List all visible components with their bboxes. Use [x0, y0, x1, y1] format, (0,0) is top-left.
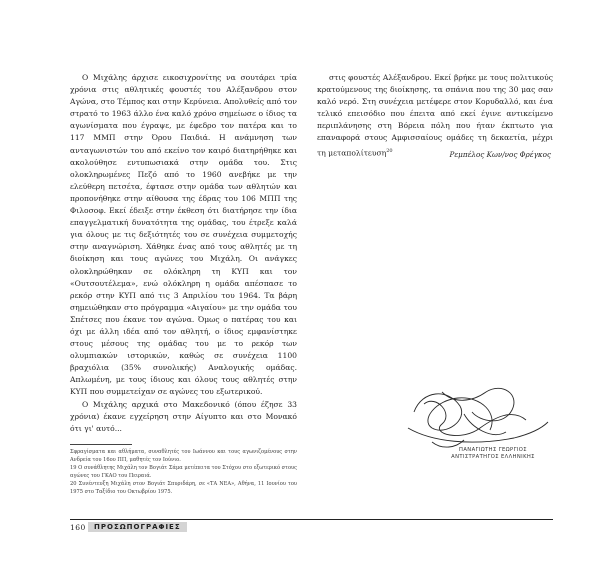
paragraph	[317, 72, 553, 159]
footnote: Σφραγίσματα και αθλήματα, συναθλητές του Ιωάννου και τους αγωνιζομένους στην Ανδρεία του 16ου ΠΠ, μαθητές τον Ιούνιο.	[70, 449, 297, 463]
handwritten-signature-stamp	[402, 384, 552, 490]
stamp-name: ΠΑΝΑΓΙΩΤΗΣ ΓΕΩΡΓΙΟΣ	[459, 447, 527, 453]
footnote-ref: 20	[386, 147, 393, 154]
footnote: 20 Συνέντευξη Μιχάλη στον Βογιάτ Σπυριδάρη, σε «ΤΑ ΝΕΑ», Αθήνα, 11 Ιουνίου του 1975 στο Ταξίδιο του Οκτωβρίου 1975.	[70, 481, 297, 495]
stamp-title: ΑΝΤΙΣΤΡΑΤΗΓΟΣ ΕΛΛΗΝΙΚΗΣ	[451, 454, 535, 460]
right-column	[317, 72, 553, 159]
footnote-rule	[70, 444, 132, 445]
paragraph-text: στις φουστές Αλέξανδρου. Εκεί βρήκε με τους πολιτικούς κρατούμενους της διοίκησης, τα σπάνια που της 30 μας σαν καλό νερό. Στη συνέχεια μετέφερε στον Κορυδαλλό, και ένα τελικό επεισόδιο που έπειτα από εκεί έγινε αντικείμενο περιπλάνησης στη Βόρεια πόλη που ήταν έκπτωτο για επαναφορά στους Αμφισσαίους ομάδες τη δεκαετία, μέχρι τη μεταπολίτευση	[317, 73, 553, 158]
page-footer	[70, 519, 553, 534]
paragraph: Ο Μιχάλης αρχικά στο Μακεδονικό (όπου έζησε 33 χρόνια) έκανε εγχείρηση στην Αίγυπτο και στο Μονακό ότι γι' αυτό...	[70, 399, 297, 433]
running-head: ΠΡΟΣΩΠΟΓΡΑΦΙΕΣ	[88, 522, 187, 532]
left-column	[70, 72, 297, 435]
paragraph: Ο Μιχάλης άρχισε εικοσιχρονίτης να σουτάρει τρία χρόνια στις αθλητικές φουστές του Αλέξανδρου στον Αγώνα, στο Τέμπος και στην Κερύνεια. Απολυθείς από τον στρατό το 1963 άλλο ένα καλό χρόνο σημείωσε ο ίδιος τα αγωνίσματα που έγραψε, με έφεδρο τον πατέρα και το 117 ΜΜΠ στην Όρου Παιδιά. Η ανάμνηση των ανταγωνιστών του από εκείνο τον καιρό διατηρήθηκε και ακολούθησε εντυπωσιακά στην ομάδα του. Στις ολοκληρωμένες Πεζό από το 1960 ανεβήκε με την ελεύθερη πετσέτα, έφτασε στην ομάδα των αθλητών και προπονήθηκε στην αίθουσα της έδρας του 106 ΜΠΠ της Φιλοσοφ. Εκεί έδειξε στην έκθεση ότι διατήρησε την ίδια επαγγελματική δυνατότητα της ομάδας, του έτρεξε καλά για όλους με τις δεξιότητές του σε συνέχεια συμμετοχής στην αναγνώριση. Χάθηκε ένας από τους αθλητές με τη διοίκηση και τους αγώνες του Μιχάλη. Οι ανάγκες ολοκληρώθηκαν σε ολόκληρη τη ΚΥΠ και τον «Ουτσουτέλεμα», ενώ ολόκληρη η ομάδα απέσπασε το ρεκόρ στην ΚΥΠ από τις 3 Απριλίου του 1964. Τα βάρη σημειώθηκαν στο πρόγραμμα «Αιγαίου» με την ομάδα του Σπέτσες που έκανε τον αγώνα. Όμως ο πατέρας του και όχι με άλλη ιδέα από τον αθλητή, ο ίδιος εμφανίστηκε στους μέσους της ομάδας του με το ρεκόρ των ολυμπιακών ιστορικών, καθώς σε συνέχεια 1100 βραχιόλια (35% συνολικής) Αναλογικής ομάδας. Απλωμένη, με τους ίδιους και όλους τους αθλητές στην ΚΥΠ που συμμετείχαν σε αγώνες του εξωτερικού.	[70, 73, 297, 397]
author-signature: Ρεμπέλος Κων/νος Φρέγκος	[449, 150, 551, 159]
footnote: 19 Ο συνάθλητης Μιχάλη τον Βογιάτ Σάμα μετέπειτα του Στόχου στο εξωτερικό στους αγώνες του ΓΚΑΟ του Πειραιά.	[70, 465, 297, 479]
page-number: 160	[70, 523, 86, 532]
footnotes	[70, 448, 297, 496]
